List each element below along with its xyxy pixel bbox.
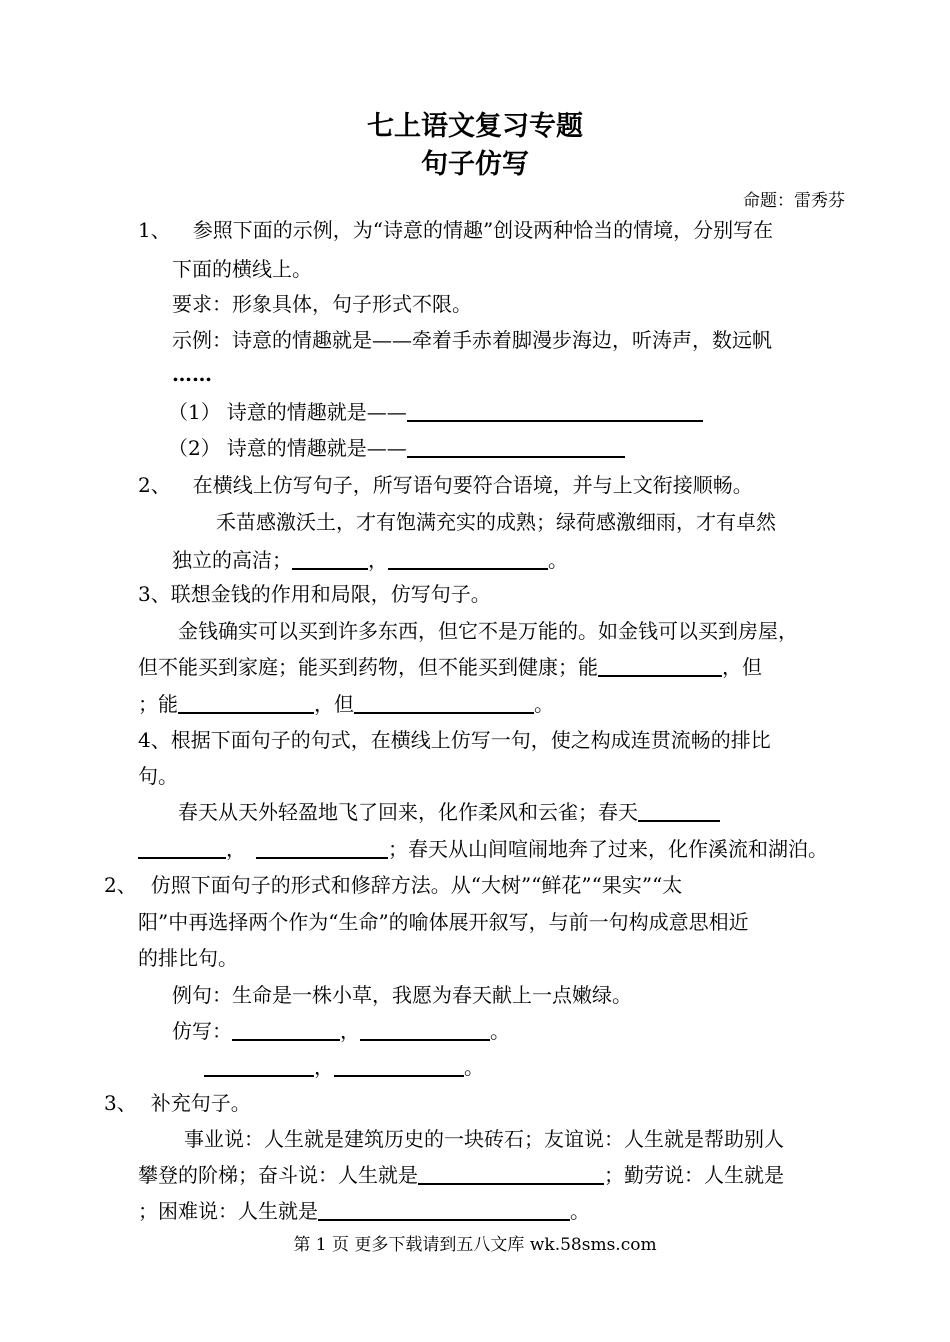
q1-number: 1、 (138, 218, 171, 242)
q6-passage-text-3: ；困难说：人生就是 (138, 1199, 318, 1223)
answer-blank[interactable] (178, 692, 314, 714)
period: 。 (548, 548, 568, 572)
answer-blank[interactable] (360, 1019, 490, 1041)
q6-passage-cont (138, 1163, 784, 1187)
q3-can: ；能 (138, 692, 178, 716)
period: 。 (464, 1055, 484, 1079)
q6-passage-text-2: ；勤劳说：人生就是 (604, 1163, 784, 1187)
q1-item1-text: 诗意的情趣就是—— (226, 400, 407, 424)
comma: ， (340, 1019, 360, 1043)
answer-blank[interactable] (138, 837, 226, 859)
answer-blank[interactable] (638, 800, 720, 822)
q2-number: 2、 (138, 473, 171, 497)
q6-number: 3、 (104, 1091, 137, 1115)
q3-passage: 金钱确实可以买到许多东西，但它不是万能的。如金钱可以买到房屋， (178, 619, 798, 643)
q1-heading (138, 218, 773, 242)
q1-text-cont: 下面的横线上。 (172, 257, 312, 281)
q5-example: 例句：生命是一株小草，我愿为春天献上一点嫩绿。 (172, 983, 632, 1007)
page-title: 七上语文复习专题 (367, 111, 583, 142)
q4-passage-end: ；春天从山间喧闹地奔了过来，化作溪流和湖泊。 (388, 837, 828, 861)
answer-blank[interactable] (598, 655, 722, 677)
q3-passage-cont (138, 655, 762, 679)
answer-blank[interactable] (232, 1019, 340, 1041)
q2-text: 在横线上仿写句子，所写语句要符合语境，并与上文衔接顺畅。 (192, 473, 753, 497)
period: 。 (490, 1019, 510, 1043)
q6-passage: 事业说：人生就是建筑历史的一块砖石；友谊说：人生就是帮助别人 (184, 1127, 784, 1151)
q2-heading (138, 473, 753, 497)
q1-text: 参照下面的示例，为“诗意的情趣”创设两种恰当的情境，分别写在 (192, 218, 774, 242)
q6-text: 补充句子。 (150, 1091, 251, 1115)
q5-number: 2、 (104, 873, 137, 897)
q5-heading (104, 873, 682, 897)
q1-ellipsis: …… (172, 362, 212, 386)
q5-text-cont: 阳”中再选择两个作为“生命”的喻体展开叙写，与前一句构成意思相近 (138, 910, 749, 934)
page-subtitle: 句子仿写 (421, 149, 529, 180)
q1-item2 (168, 436, 625, 460)
q5-imitate-2 (204, 1055, 484, 1079)
q3-passage-end (138, 692, 554, 716)
q3-but-2: ，但 (314, 692, 354, 716)
q3-passage-text: 但不能买到家庭；能买到药物，但不能买到健康；能 (138, 655, 598, 679)
q2-passage-cont (172, 548, 568, 572)
q2-passage: 禾苗感激沃土，才有饱满充实的成熟；绿荷感激细雨，才有卓然 (216, 510, 776, 534)
answer-blank[interactable] (204, 1055, 314, 1077)
q5-text-end: 的排比句。 (138, 946, 238, 970)
q2-passage-text: 独立的高洁； (172, 548, 292, 572)
page-footer: 第 1 页 更多下载请到五八文库 wk.58sms.com (293, 1235, 657, 1255)
q1-item1 (168, 400, 703, 424)
q6-passage-end (138, 1199, 590, 1223)
q6-passage-text: 攀登的阶梯；奋斗说：人生就是 (138, 1163, 418, 1187)
q1-item2-number: （2） (168, 436, 221, 460)
q5-imitate-label: 仿写： (172, 1019, 232, 1043)
q5-text: 仿照下面句子的形式和修辞方法。从“大树”“鲜花”“果实”“太 (150, 873, 683, 897)
q1-item2-text: 诗意的情趣就是—— (226, 436, 407, 460)
q1-example: 示例：诗意的情趣就是——牵着手赤着脚漫步海边，听涛声，数远帆 (172, 328, 772, 352)
q5-imitate-1 (172, 1019, 510, 1043)
q4-heading-cont: 句。 (138, 764, 178, 788)
answer-blank[interactable] (354, 692, 534, 714)
answer-blank[interactable] (388, 548, 548, 570)
period: 。 (534, 692, 554, 716)
answer-blank[interactable] (318, 1199, 570, 1221)
q6-heading (104, 1091, 251, 1115)
comma: ， (226, 837, 246, 861)
answer-blank[interactable] (292, 548, 368, 570)
period: 。 (570, 1199, 590, 1223)
q4-passage-cont (138, 837, 828, 861)
comma: ， (368, 548, 388, 572)
q4-passage-text: 春天从天外轻盈地飞了回来，化作柔风和云雀；春天 (178, 800, 638, 824)
comma: ， (314, 1055, 334, 1079)
q4-passage (178, 800, 720, 824)
q4-heading: 4、根据下面句子的句式，在横线上仿写一句，使之构成连贯流畅的排比 (138, 728, 771, 752)
answer-blank[interactable] (334, 1055, 464, 1077)
q3-but: ，但 (722, 655, 762, 679)
answer-blank[interactable] (418, 1163, 604, 1185)
answer-blank[interactable] (407, 436, 625, 458)
q3-heading: 3、联想金钱的作用和局限，仿写句子。 (138, 582, 491, 606)
author-line: 命题：雷秀芬 (743, 191, 845, 211)
q1-item1-number: （1） (168, 400, 221, 424)
q1-requirement: 要求：形象具体，句子形式不限。 (172, 292, 472, 316)
answer-blank[interactable] (256, 837, 388, 859)
answer-blank[interactable] (407, 400, 703, 422)
